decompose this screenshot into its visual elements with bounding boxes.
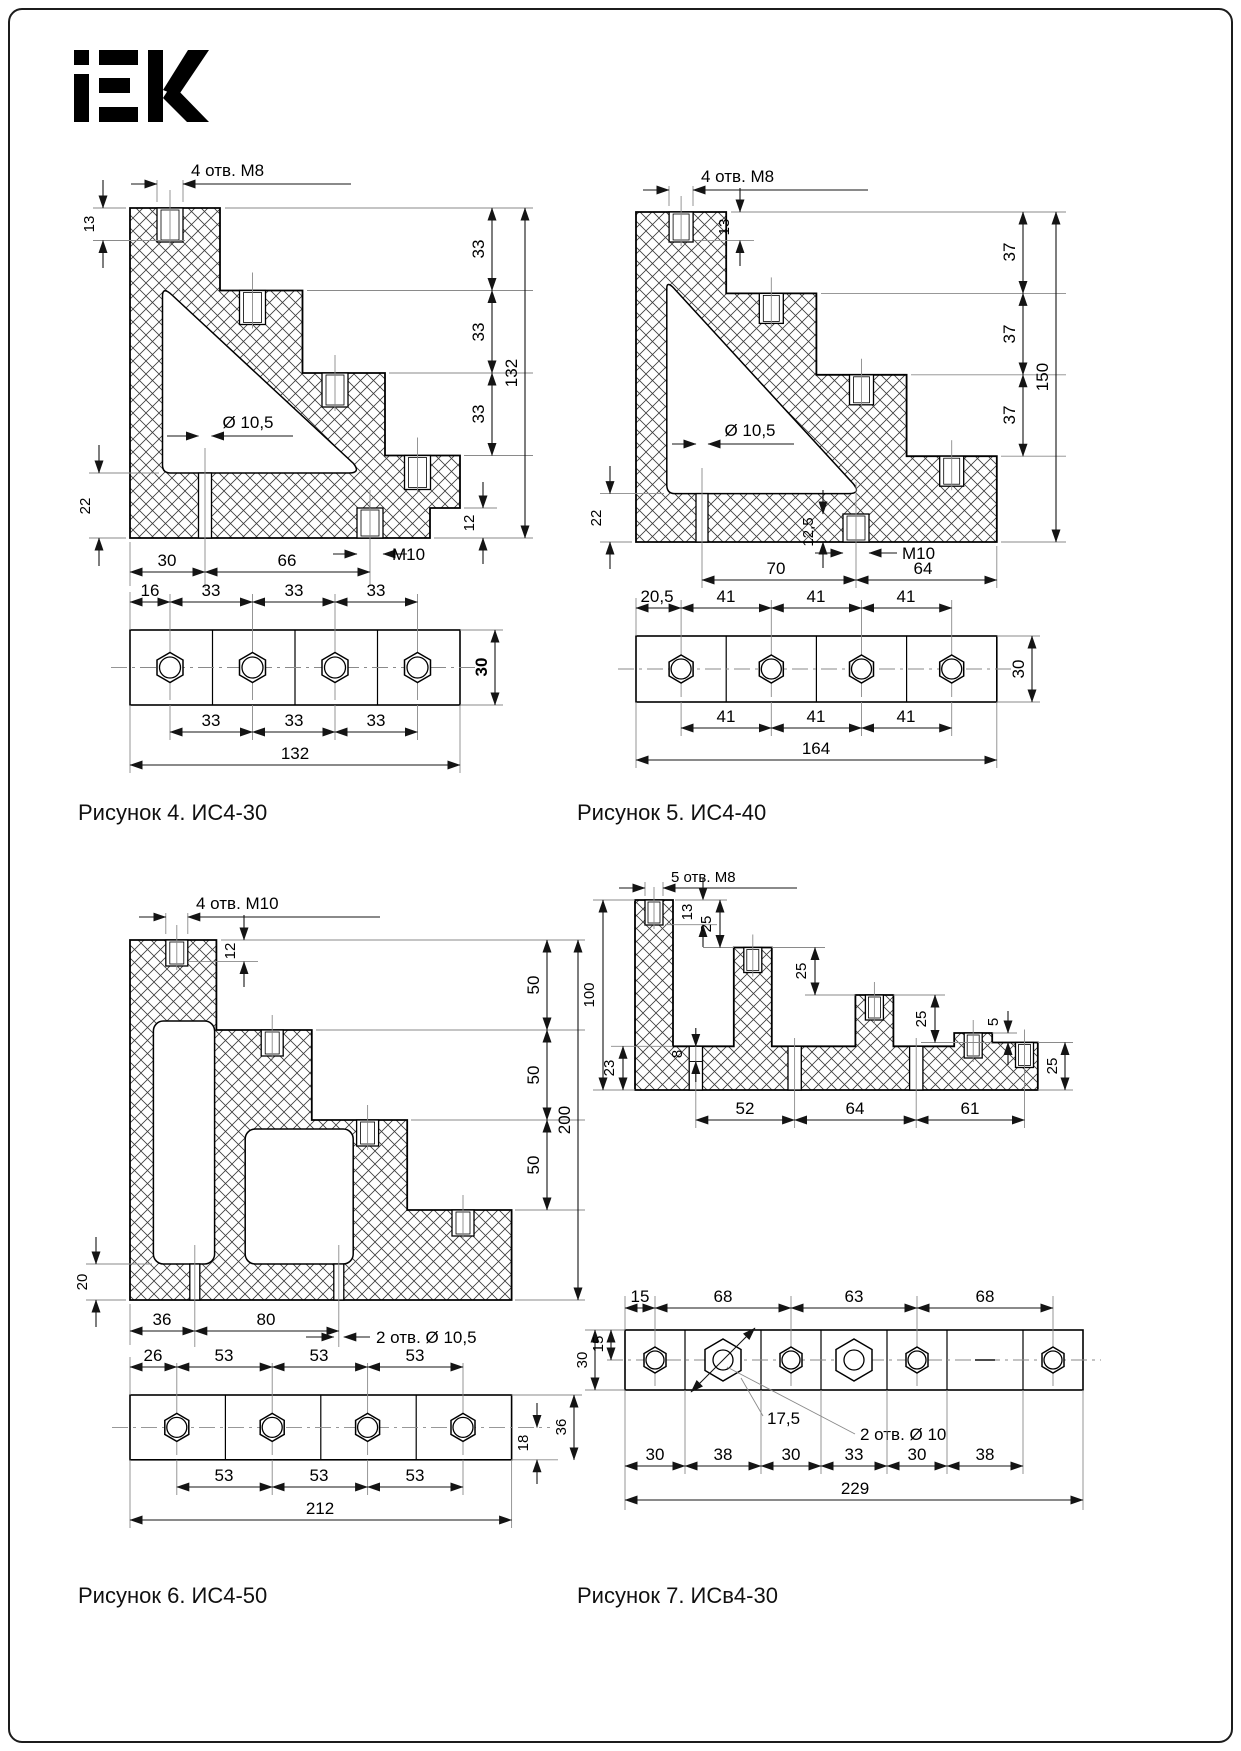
dia-label: Ø 10,5 <box>222 413 274 432</box>
threaded-hole <box>405 438 431 494</box>
hole-callout-label: 2 отв. Ø 10 <box>860 1425 947 1444</box>
fig5-plan <box>618 587 1040 768</box>
dim-label: 12 <box>222 942 239 960</box>
figure6-caption: Рисунок 6. ИС4-50 <box>78 1583 268 1608</box>
dim-label: 12,5 <box>800 517 817 547</box>
dim-label: 16 <box>140 581 160 600</box>
dim-label: 8 <box>669 1049 686 1059</box>
iek-logo-letters <box>74 50 209 122</box>
dim-label: 41 <box>806 587 826 606</box>
dim-label: 132 <box>502 358 521 388</box>
dim-label: 37 <box>1000 242 1019 262</box>
dim-label: 33 <box>201 581 221 600</box>
dim-label: 13 <box>716 218 733 236</box>
dim-label: 63 <box>844 1287 864 1306</box>
dim-plan-bottom <box>681 702 952 736</box>
dim-label: 25 <box>1044 1057 1061 1075</box>
fig6-plan <box>112 1346 582 1528</box>
hole-callout-label: 5 отв. М8 <box>671 869 736 886</box>
dim-label: 30 <box>574 1351 591 1369</box>
hex-nut <box>759 655 783 683</box>
dim-label: 25 <box>913 1010 930 1028</box>
dim-step4 <box>1038 1043 1073 1091</box>
dim-label: 12 <box>461 514 478 532</box>
dim-bottom-offsets <box>696 1099 1025 1120</box>
fig5-section <box>588 167 1066 588</box>
threaded-hole <box>964 1020 982 1062</box>
dim-label: 100 <box>581 982 598 1008</box>
dim-label: 64 <box>845 1099 865 1118</box>
figure7-drawing <box>565 870 1185 1525</box>
dim-label: 53 <box>405 1466 425 1485</box>
hex-nut <box>906 1347 928 1373</box>
dim-label: 30 <box>1009 659 1028 679</box>
dim-label: 50 <box>524 975 543 995</box>
dim-label: 132 <box>280 744 310 763</box>
dim-label: 17,5 <box>767 1409 801 1428</box>
threaded-hole <box>157 190 183 246</box>
dim-label: 66 <box>277 551 297 570</box>
dim-plan-bottom <box>625 1390 1023 1510</box>
dim-label: 33 <box>366 581 386 600</box>
threaded-hole <box>759 277 783 327</box>
dim-label: 212 <box>305 1499 335 1518</box>
threaded-hole <box>669 196 693 246</box>
hex-nut <box>157 653 183 683</box>
dim-bottom-offsets <box>130 542 370 586</box>
dim-plan-top <box>625 1287 1053 1330</box>
dim-label: 26 <box>143 1346 163 1365</box>
fig4-section <box>77 161 533 588</box>
threaded-hole <box>166 925 188 970</box>
figure5-drawing <box>568 140 1078 795</box>
dim-label: 20,5 <box>640 587 674 606</box>
figure4-drawing <box>55 140 555 795</box>
figure6-drawing <box>50 865 595 1565</box>
fig4-plan <box>111 581 503 773</box>
dim-label: 30 <box>645 1445 665 1464</box>
dim-label: 37 <box>1000 405 1019 425</box>
dim-label: 53 <box>405 1346 425 1365</box>
threaded-hole <box>240 273 266 329</box>
dim-label: 33 <box>469 239 488 259</box>
dim-label: 33 <box>469 404 488 424</box>
threaded-hole <box>645 887 663 929</box>
dim-label: 13 <box>81 215 98 233</box>
dim-label: 41 <box>896 587 916 606</box>
hole-callout <box>131 161 351 202</box>
dim-label: 229 <box>840 1479 870 1498</box>
cavity-middle <box>245 1129 353 1264</box>
hex-nut <box>940 655 964 683</box>
dim-label: 33 <box>284 581 304 600</box>
dim-label: 22 <box>588 509 605 527</box>
dim-plan-bottom <box>177 1460 463 1495</box>
cavity-left <box>153 1021 214 1264</box>
hex-nut <box>240 653 266 683</box>
threaded-hole <box>865 982 883 1024</box>
dim-plan-top <box>130 581 418 630</box>
dim-label: 30 <box>907 1445 927 1464</box>
hole-callout-label: 4 отв. М8 <box>191 161 265 180</box>
dim-label: 37 <box>1000 324 1019 344</box>
dia-label: Ø 10,5 <box>724 421 776 440</box>
dim-label: 25 <box>698 915 715 933</box>
dim-label: 50 <box>524 1155 543 1175</box>
hex-nut <box>850 655 874 683</box>
threaded-hole <box>452 1195 474 1240</box>
dim-label: 33 <box>284 711 304 730</box>
hex-nut <box>669 655 693 683</box>
thread-callout <box>333 545 425 564</box>
dim-label: 15 <box>590 1335 607 1353</box>
dim-step2 <box>772 948 856 996</box>
dim-label: 53 <box>309 1346 329 1365</box>
threaded-hole <box>322 355 348 411</box>
dim-label: 150 <box>1033 362 1052 392</box>
threaded-hole <box>850 359 874 409</box>
thread-label: М10 <box>902 544 936 563</box>
dim-label: 68 <box>713 1287 733 1306</box>
dim-label: 22 <box>77 497 94 515</box>
hex-nut <box>1042 1347 1064 1373</box>
dim-label: 23 <box>601 1059 618 1077</box>
dim-label: 64 <box>913 559 933 578</box>
threaded-hole <box>1016 1030 1034 1072</box>
dim-label: 50 <box>524 1065 543 1085</box>
hex-nut <box>451 1413 475 1441</box>
dim-label: 20 <box>74 1273 91 1291</box>
dim-label: 80 <box>256 1310 276 1329</box>
dim-label: 41 <box>806 707 826 726</box>
dim-label: 33 <box>201 711 221 730</box>
dim-label: 25 <box>793 962 810 980</box>
fig7-plan <box>574 1287 1101 1510</box>
dim-step-heights <box>1000 212 1023 456</box>
dim-label: 36 <box>152 1310 172 1329</box>
threaded-hole <box>744 935 762 977</box>
dim-label: 53 <box>214 1346 234 1365</box>
hex-nut <box>165 1413 189 1441</box>
dim-label: 68 <box>975 1287 995 1306</box>
dim-label: 164 <box>801 739 831 758</box>
hole-callout-label: 4 отв. М10 <box>196 894 279 913</box>
dim-label: 13 <box>679 903 696 921</box>
hole-callout <box>619 869 797 896</box>
dim-label: 30 <box>157 551 177 570</box>
dim-label: 33 <box>844 1445 864 1464</box>
dim-label: 30 <box>472 657 491 677</box>
dim-plan-bottom <box>170 705 418 740</box>
hex-nut <box>780 1347 802 1373</box>
dim-step-heights <box>469 208 492 456</box>
dim-plan-top <box>130 1346 463 1395</box>
dim-label: 38 <box>975 1445 995 1464</box>
fig6-section <box>74 894 585 1347</box>
dim-bottom-offsets <box>702 546 997 588</box>
threaded-hole <box>940 440 964 490</box>
hex-nut <box>405 653 431 683</box>
hole-callout <box>139 894 380 934</box>
figure5-caption: Рисунок 5. ИС4-40 <box>577 800 767 825</box>
dim-overall-height <box>1033 212 1056 542</box>
hex-nut <box>644 1347 666 1373</box>
dim-label: 70 <box>766 559 786 578</box>
dim-label: 36 <box>553 1418 570 1436</box>
iek-logo <box>72 50 212 124</box>
dim-label: 52 <box>735 1099 755 1118</box>
dim-plan-top <box>636 587 952 636</box>
dim-label: 38 <box>713 1445 733 1464</box>
figure4-caption: Рисунок 4. ИС4-30 <box>78 800 268 825</box>
fig7-section <box>581 869 1073 1128</box>
hex-nut <box>260 1413 284 1441</box>
dim-label: 53 <box>309 1466 329 1485</box>
dim-label: 41 <box>716 707 736 726</box>
threaded-hole <box>261 1015 283 1060</box>
dim-label: 18 <box>515 1434 532 1452</box>
dim-label: 61 <box>960 1099 980 1118</box>
dim-step-heights <box>524 940 547 1210</box>
dim-label: 53 <box>214 1466 234 1485</box>
hex-nut <box>322 653 348 683</box>
dim-bottom-offsets <box>130 1304 339 1345</box>
dim-label: 33 <box>469 322 488 342</box>
threaded-hole <box>357 1105 379 1150</box>
hole-callout-label: 2 отв. Ø 10,5 <box>376 1328 477 1347</box>
dim-label: 200 <box>555 1105 574 1135</box>
dim-label: 33 <box>366 711 386 730</box>
thread-label: М10 <box>392 545 426 564</box>
dim-label: 30 <box>781 1445 801 1464</box>
dim-label: 41 <box>896 707 916 726</box>
dim-label: 15 <box>630 1287 650 1306</box>
hole-callout-label: 4 отв. М8 <box>701 167 775 186</box>
hex-nut <box>356 1413 380 1441</box>
dim-label: 5 <box>985 1017 1002 1027</box>
figure7-caption: Рисунок 7. ИСв4-30 <box>577 1583 778 1608</box>
dim-label: 41 <box>716 587 736 606</box>
hole-callout <box>643 167 868 206</box>
